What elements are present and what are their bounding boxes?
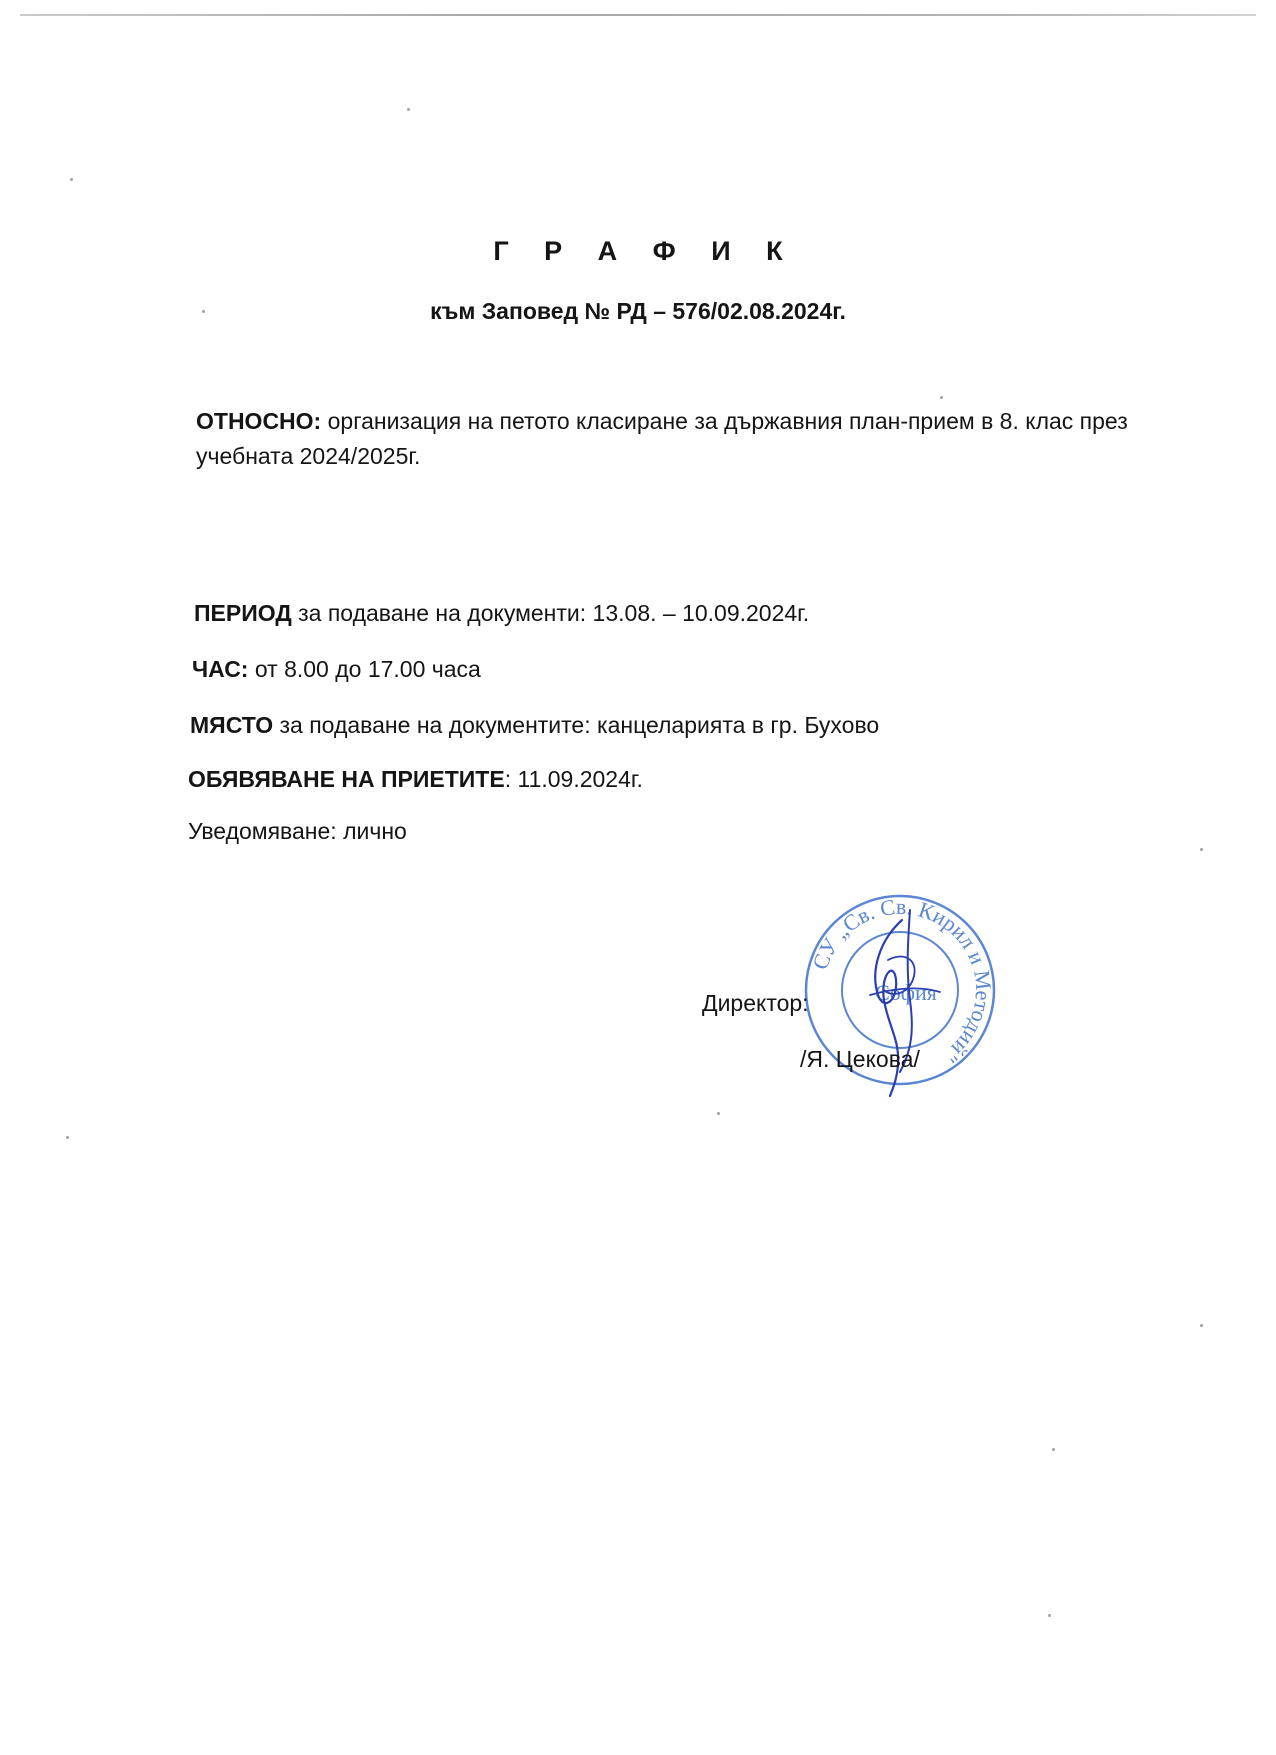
document-title: Г Р А Ф И К [493,236,797,266]
scan-edge-line [20,14,1256,16]
notification-line: Уведомяване: лично [188,818,407,844]
period-text: за подаване на документи: 13.08. – 10.09.2024г. [291,600,810,626]
document-subtitle: към Заповед № РД – 576/02.08.2024г. [430,298,846,324]
director-name: /Я. Цекова/ [800,1046,920,1072]
place-label: МЯСТО [190,712,274,738]
regarding-label: ОТНОСНО: [196,408,322,434]
regarding-paragraph [196,404,1136,474]
scan-speck [1052,1448,1055,1451]
stamp-outer-text: СУ „Св. Св. Кирил и Методий" [807,893,997,1069]
stamp-inner-text: София [875,980,937,1005]
hour-line [192,656,481,683]
place-line [190,712,879,739]
scan-speck [940,396,943,399]
scan-speck [1200,1324,1203,1327]
announcement-label: ОБЯВЯВАНЕ НА ПРИЕТИТЕ [188,766,505,792]
director-label: Директор: [702,990,809,1016]
hour-label: ЧАС: [192,656,249,682]
scan-speck [70,178,73,181]
scan-speck [66,1136,69,1139]
scan-speck [1200,848,1203,851]
period-line [194,600,809,627]
scan-speck [407,108,410,111]
regarding-text: организация на петото класиране за държавния план-прием в 8. клас през учебната 2024/2025г. [196,408,1128,469]
hour-text: от 8.00 до 17.00 часа [248,656,481,682]
scan-speck [717,1112,720,1115]
scan-speck [202,310,205,313]
announcement-line [188,766,643,793]
announcement-text: : 11.09.2024г. [504,766,643,792]
period-label: ПЕРИОД [194,600,292,626]
scan-speck [1048,1614,1051,1617]
place-text: за подаване на документите: канцеларията в гр. Бухово [273,712,880,738]
